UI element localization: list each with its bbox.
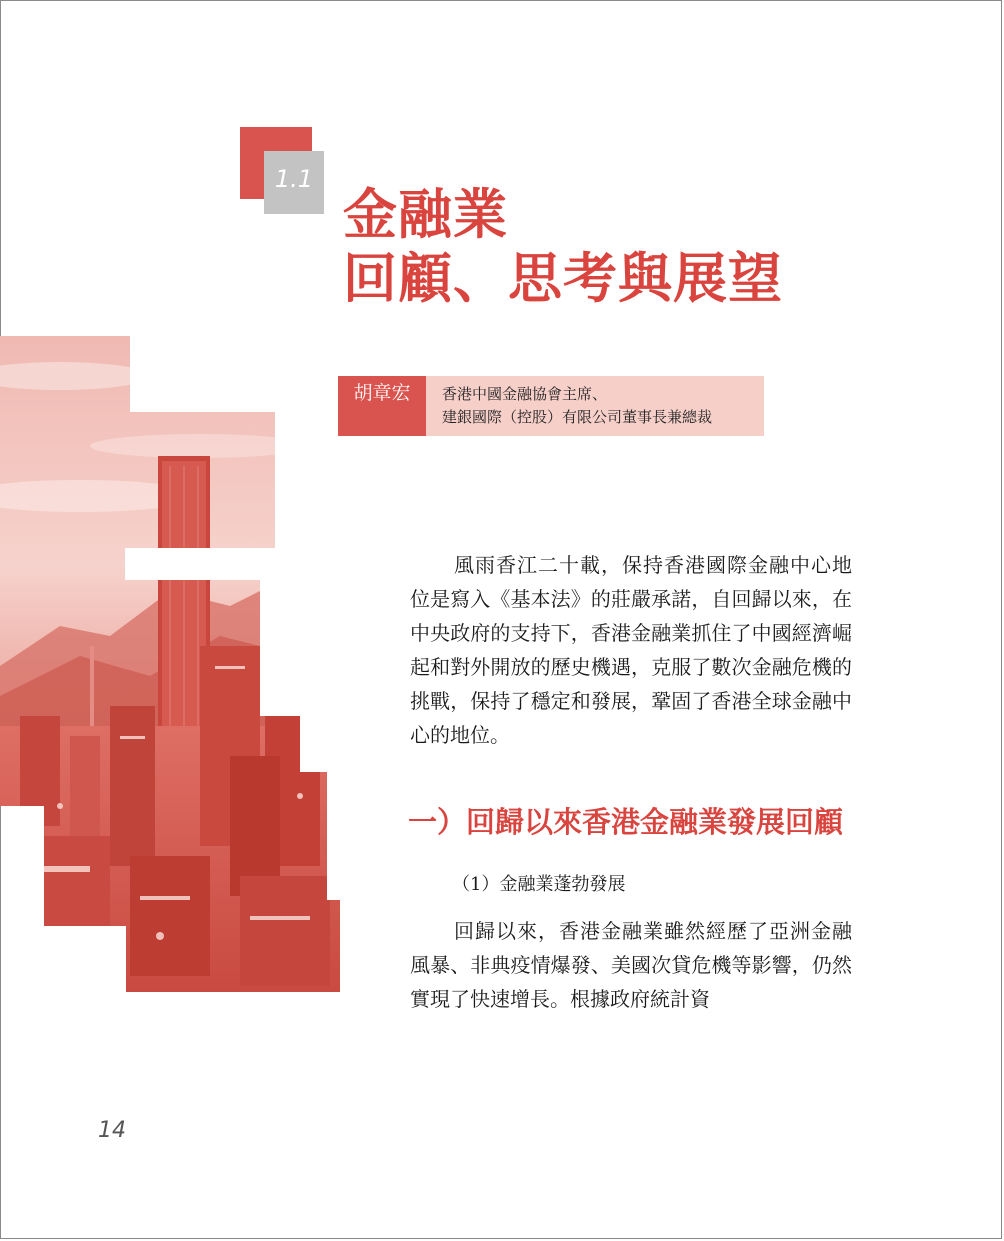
chapter-title-line1: 金融業 [343,182,508,246]
author-role [426,376,764,436]
author-name: 胡章宏 [338,376,426,436]
section-heading: 一）回歸以來香港金融業發展回顧 [408,805,844,839]
section-paragraph: 回歸以來，香港金融業雖然經歷了亞洲金融風暴、非典疫情爆發、美國次貸危機等影響，仍然實現了快速增長。根據政府統計資 [410,919,852,1011]
skyline-photo [0,336,340,992]
author-role-line1: 香港中國金融協會主席、 [442,385,608,403]
chapter-number: 1.1 [274,165,314,193]
skyline-photo-collage [0,336,340,992]
chapter-title [343,182,783,310]
section-subheading: （1）金融業蓬勃發展 [452,874,626,895]
chapter-title-line2: 回顧、思考與展望 [343,246,783,310]
page-number: 14 [98,1118,126,1143]
author-role-line2: 建銀國際（控股）有限公司董事長兼總裁 [442,408,713,426]
intro-paragraph: 風雨香江二十載，保持香港國際金融中心地位是寫入《基本法》的莊嚴承諾，自回歸以來，在中央政府的支持下，香港金融業抓住了中國經濟崛起和對外開放的歷史機遇，克服了數次金融危機的挑戰，保持了穩定和發展，鞏固了香港全球金融中心的地位。 [410,553,852,747]
